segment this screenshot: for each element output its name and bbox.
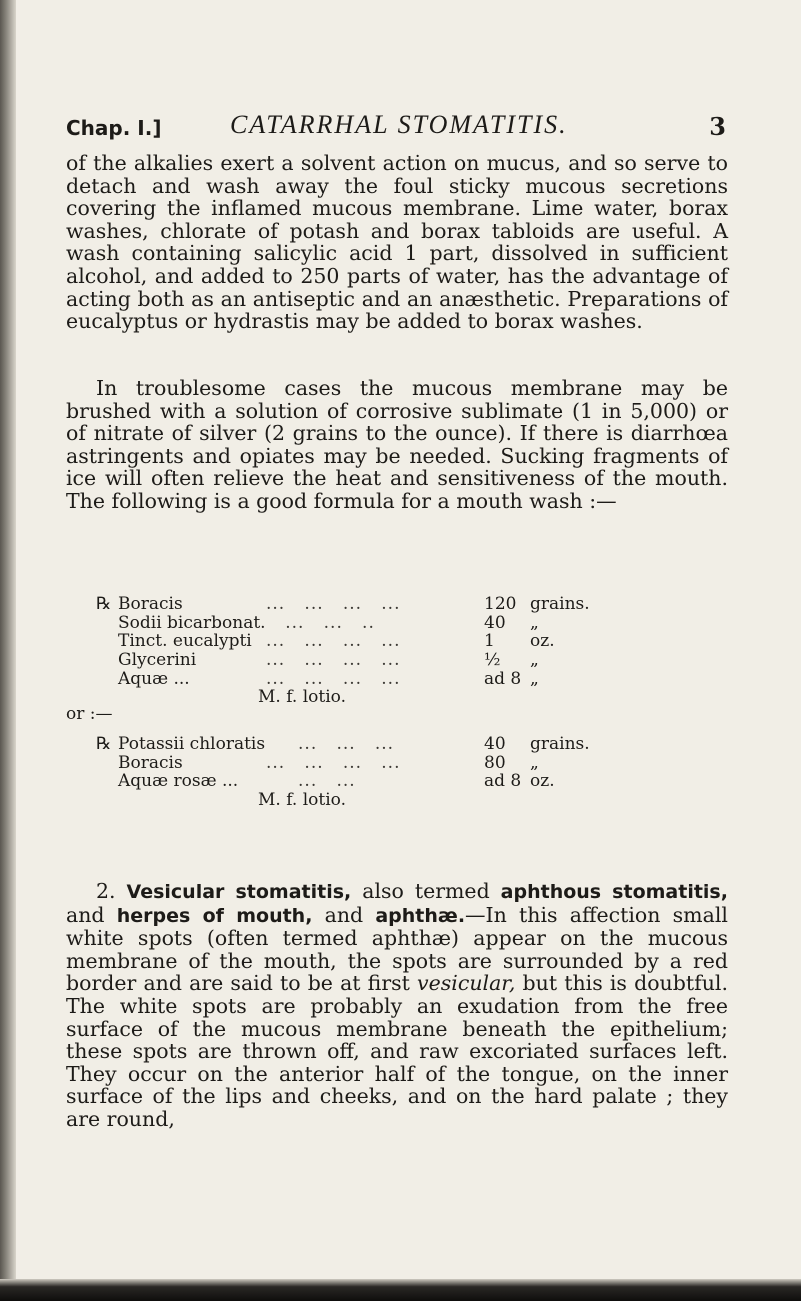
running-head xyxy=(66,110,742,140)
scan-bottom-edge xyxy=(0,1279,801,1301)
chapter-label: Chap. I.] xyxy=(66,116,162,140)
rx-direction: M. f. lotio. xyxy=(258,687,346,708)
rx-row: ℞ Potassii chloratis ... ... ... 40 grains. xyxy=(96,734,590,754)
rx-row: Aquæ ... ... ... ... ... ad 8 „ xyxy=(118,668,539,689)
term-aphthae: aphthæ. xyxy=(375,904,466,927)
recipe-symbol-icon: ℞ xyxy=(96,734,112,754)
rx-row: Sodii bicarbonat. ... ... .. 40 „ xyxy=(118,612,539,633)
term-herpes-of-mouth: herpes of mouth, xyxy=(116,904,313,927)
paragraph-2: In troublesome cases the mucous membrane may be brushed with a solution of corrosive sublimate (1 in 5,000) or of nitrate of silver (2 grains to the ounce). If there is diarrhœa astringents and opiates may be needed. Sucking fragments of ice will often relieve the heat and sensitiveness of the mouth. The following is a good formula for a mouth wash :— xyxy=(66,376,728,513)
rx-row: Glycerini ... ... ... ... ½ „ xyxy=(118,650,539,671)
rx-direction: M. f. lotio. xyxy=(258,790,346,811)
term-aphthous-stomatitis: aphthous stomatitis, xyxy=(500,881,728,903)
rx-row: ℞ Boracis ... ... ... ... 120 grains. xyxy=(96,594,590,614)
rx-row: Tinct. eucalypti ... ... ... ... 1 oz. xyxy=(118,631,555,652)
prescription-1 xyxy=(96,595,656,707)
or-label: or :— xyxy=(66,704,113,724)
recipe-symbol-icon: ℞ xyxy=(96,594,112,614)
running-title: CATARRHAL STOMATITIS. xyxy=(230,110,568,139)
rx-row: Aquæ rosæ ... ... ... ad 8 oz. xyxy=(118,771,555,792)
term-vesicular-stomatitis: Vesicular stomatitis, xyxy=(126,881,352,903)
page-number: 3 xyxy=(709,112,726,141)
rx-row: Boracis ... ... ... ... 80 „ xyxy=(118,752,539,773)
paragraph-1: of the alkalies exert a solvent action on mucus, and so serve to detach and wash away the foul sticky mucous secretions covering the inflamed mucous membrane. Lime water, borax washes, chlorate of potash and borax tabloids are useful. A wash containing salicylic acid 1 part, dissolved in sufficient alcohol, and added to 250 parts of water, has the advantage of acting both as an antiseptic and an anæsthetic. Preparations of eucalyptus or hydrastis may be added to borax washes. xyxy=(66,151,728,334)
paragraph-3: 2. Vesicular stomatitis, also termed aphthous stomatitis, and herpes of mouth, and aphthæ.—In this affection small white spots (often termed aphthæ) appear on the mucous membrane of the mouth, the spots are surrounded by a red border and are said to be at first vesicular, but this is doubtful. The white spots are probably an exudation from the free surface of the mucous membrane beneath the epithelium; these spots are thrown off, and raw excoriated surfaces left. They occur on the anterior half of the tongue, on the inner surface of the lips and cheeks, and on the hard palate ; they are round, xyxy=(66,879,728,1131)
prescription-2 xyxy=(96,735,656,810)
page-binding-edge xyxy=(0,0,16,1301)
